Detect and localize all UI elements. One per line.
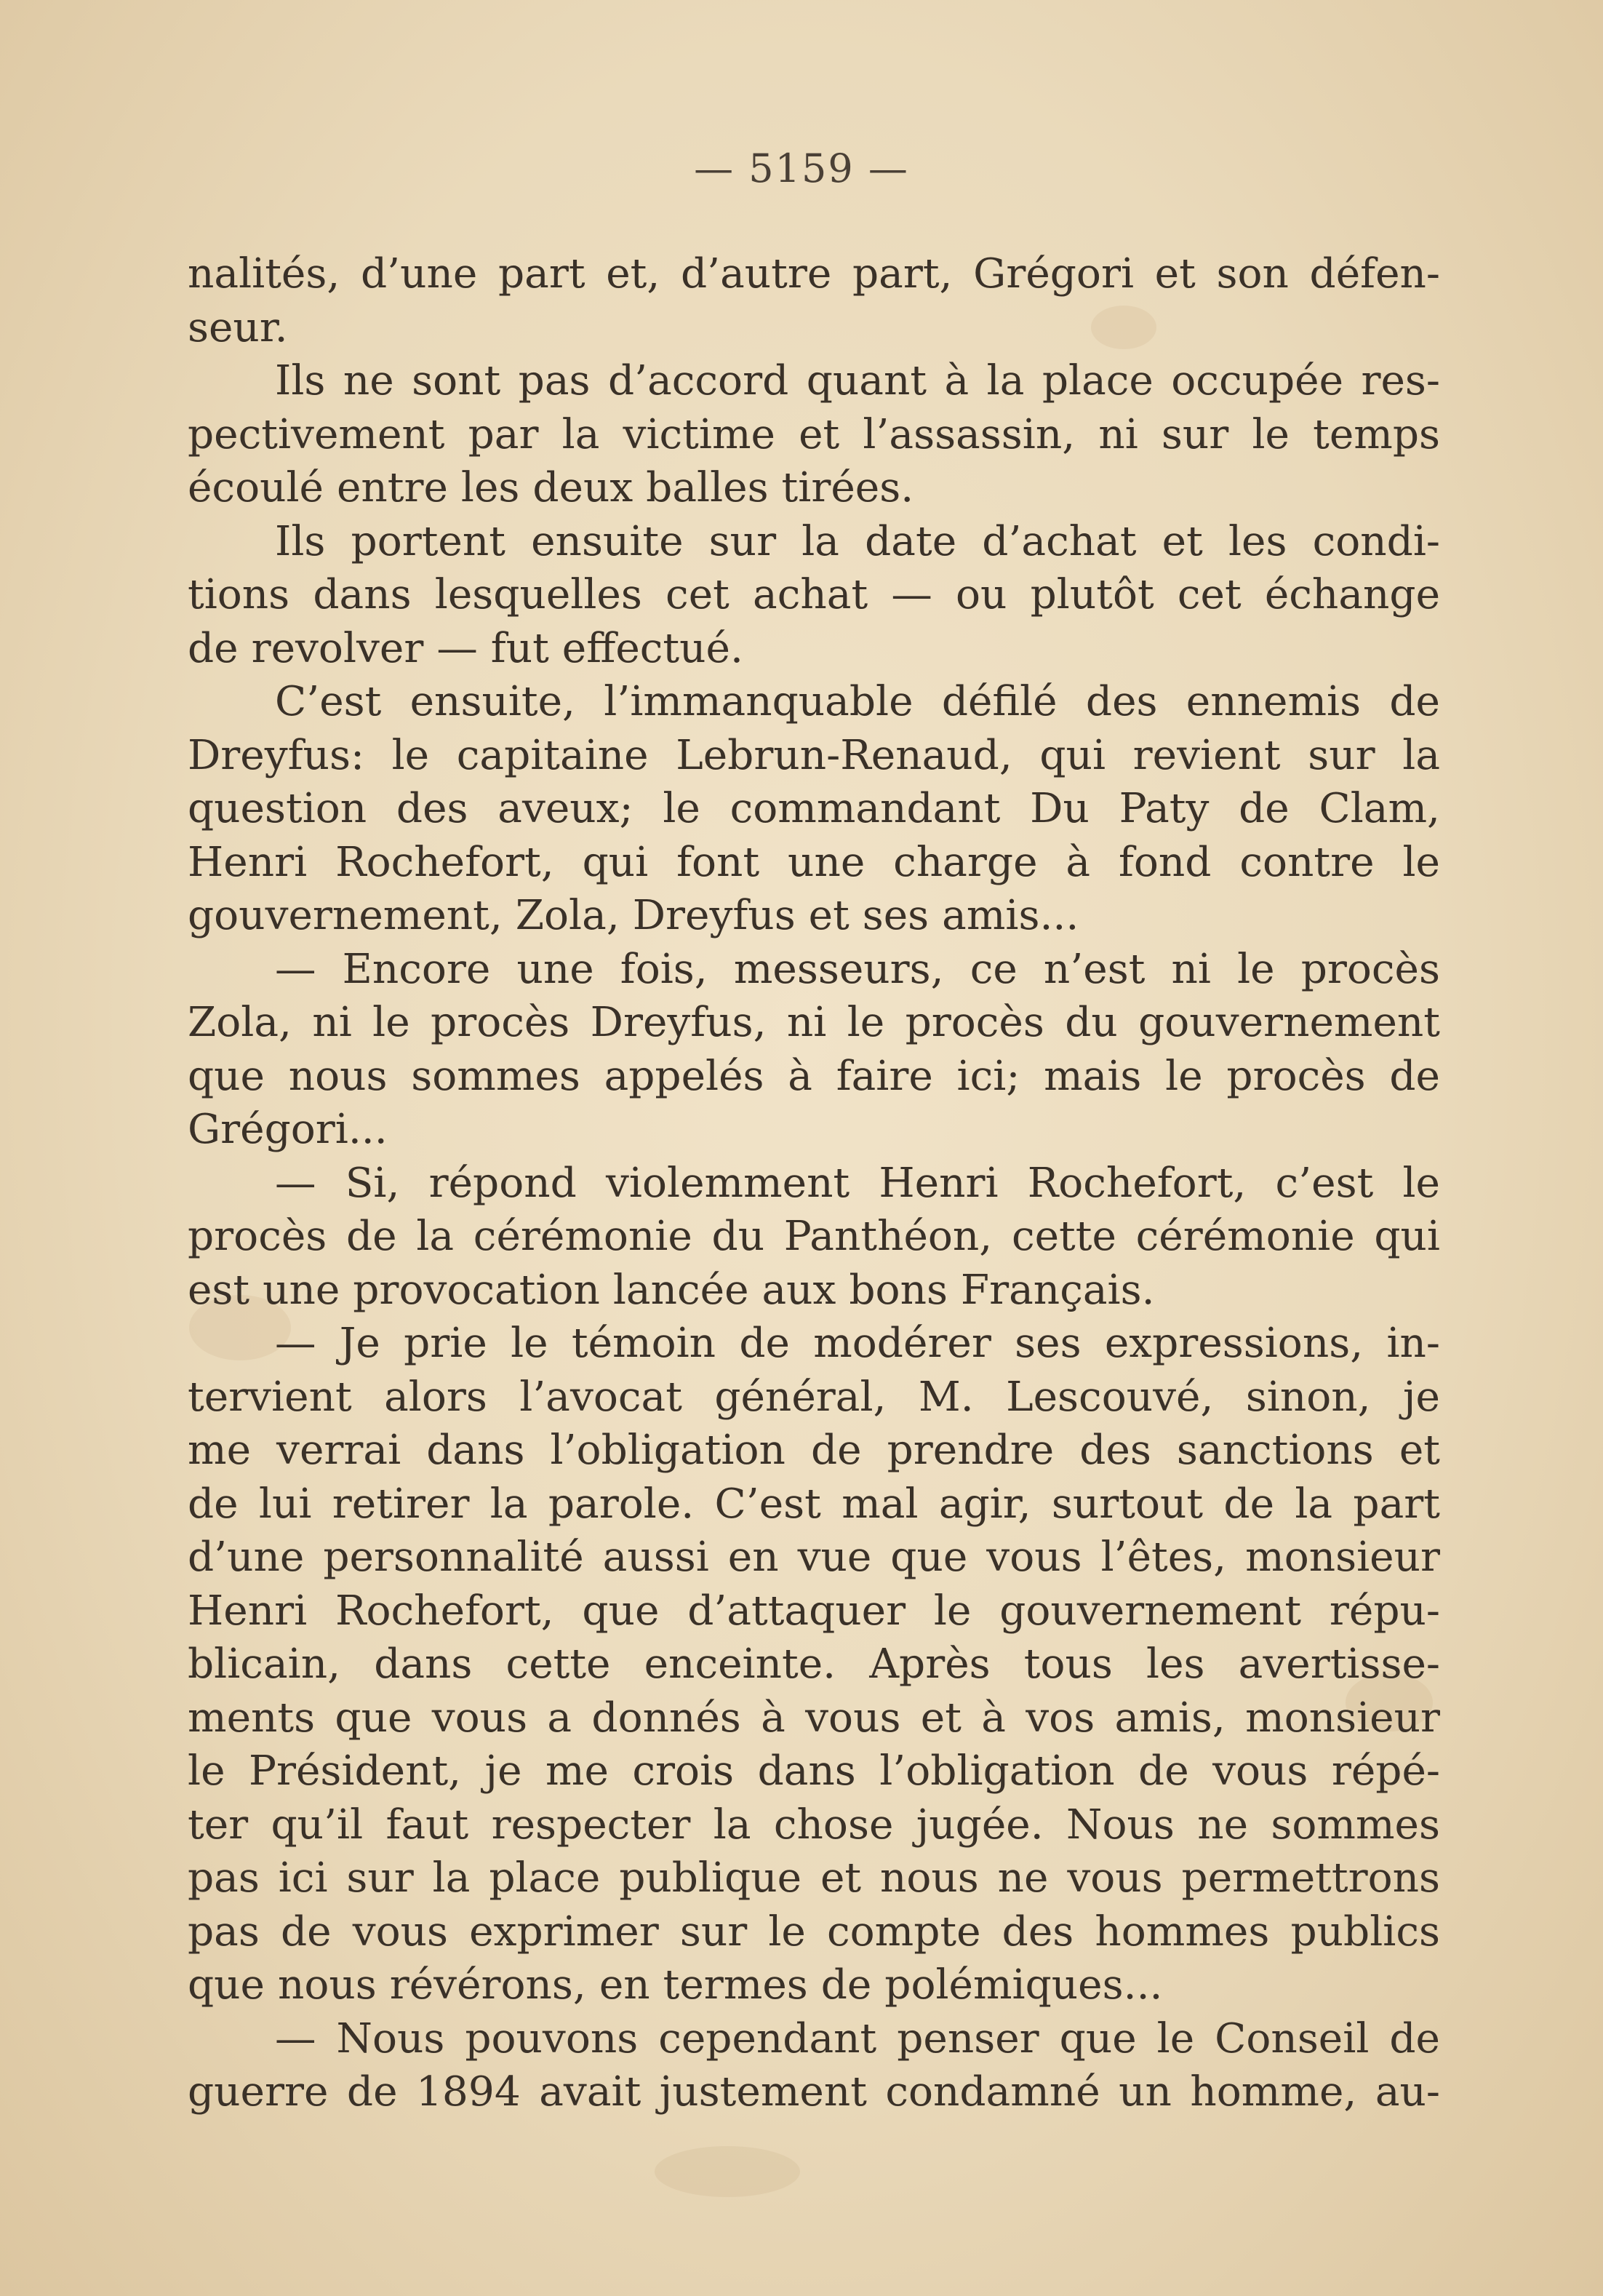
text-line: Zola, ni le procès Dreyfus, ni le procès du gouvernement xyxy=(188,999,1440,1046)
text-line: — Si, répond violemment Henri Rochefort, c’est le xyxy=(275,1159,1440,1207)
text-line: procès de la cérémonie du Panthéon, cette cérémonie qui xyxy=(188,1213,1440,1260)
text-line: pas ici sur la place publique et nous ne vous permettrons xyxy=(188,1854,1440,1902)
text-line: de revolver — fut effectué. xyxy=(188,624,743,672)
text-line: Henri Rochefort, que d’attaquer le gouvernement répu- xyxy=(188,1587,1440,1635)
text-line: Ils ne sont pas d’accord quant à la place occupée res- xyxy=(275,357,1440,404)
text-line: C’est ensuite, l’immanquable défilé des ennemis de xyxy=(275,678,1440,725)
text-line: — Encore une fois, messeurs, ce n’est ni le procès xyxy=(275,945,1440,993)
text-line: tions dans lesquelles cet achat — ou plutôt cet échange xyxy=(188,571,1440,618)
text-line: Ils portent ensuite sur la date d’achat et les condi- xyxy=(275,517,1440,565)
text-line: — Je prie le témoin de modérer ses expressions, in- xyxy=(275,1320,1440,1367)
text-line: d’une personnalité aussi en vue que vous l’êtes, monsieur xyxy=(188,1534,1440,1581)
text-line: ter qu’il faut respecter la chose jugée. Nous ne sommes xyxy=(188,1801,1440,1849)
text-line: Dreyfus: le capitaine Lebrun-Renaud, qui revient sur la xyxy=(188,731,1440,779)
text-line: Henri Rochefort, qui font une charge à fond contre le xyxy=(188,838,1440,886)
text-line: tervient alors l’avocat général, M. Lescouvé, sinon, je xyxy=(188,1373,1440,1421)
text-line: pas de vous exprimer sur le compte des hommes publics xyxy=(188,1908,1440,1956)
text-line: pectivement par la victime et l’assassin, ni sur le temps xyxy=(188,410,1440,458)
text-line: gouvernement, Zola, Dreyfus et ses amis... xyxy=(188,892,1079,939)
text-line: nalités, d’une part et, d’autre part, Grégori et son défen- xyxy=(188,250,1440,298)
text-line: ments que vous a donnés à vous et à vos amis, monsieur xyxy=(188,1694,1440,1742)
text-line: blicain, dans cette enceinte. Après tous les avertisse- xyxy=(188,1641,1440,1688)
body-text xyxy=(188,247,1440,2119)
text-line: de lui retirer la parole. C’est mal agir, surtout de la part xyxy=(188,1480,1440,1528)
text-line: écoulé entre les deux balles tirées. xyxy=(188,464,914,511)
paper-stain xyxy=(655,2146,800,2197)
text-line: est une provocation lancée aux bons Français. xyxy=(188,1266,1155,1314)
text-line: seur. xyxy=(188,303,288,351)
text-line: question des aveux; le commandant Du Paty de Clam, xyxy=(188,785,1440,832)
text-line: guerre de 1894 avait justement condamné un homme, au- xyxy=(188,2068,1440,2116)
text-line: que nous sommes appelés à faire ici; mais le procès de xyxy=(188,1052,1440,1100)
text-line: — Nous pouvons cependant penser que le Conseil de xyxy=(275,2014,1440,2062)
text-line: me verrai dans l’obligation de prendre des sanctions et xyxy=(188,1427,1440,1474)
text-line: le Président, je me crois dans l’obligation de vous répé- xyxy=(188,1747,1440,1795)
page-number: — 5159 — xyxy=(694,146,909,191)
text-line: que nous révérons, en termes de polémiques... xyxy=(188,1961,1163,2009)
text-line: Grégori... xyxy=(188,1106,388,1153)
